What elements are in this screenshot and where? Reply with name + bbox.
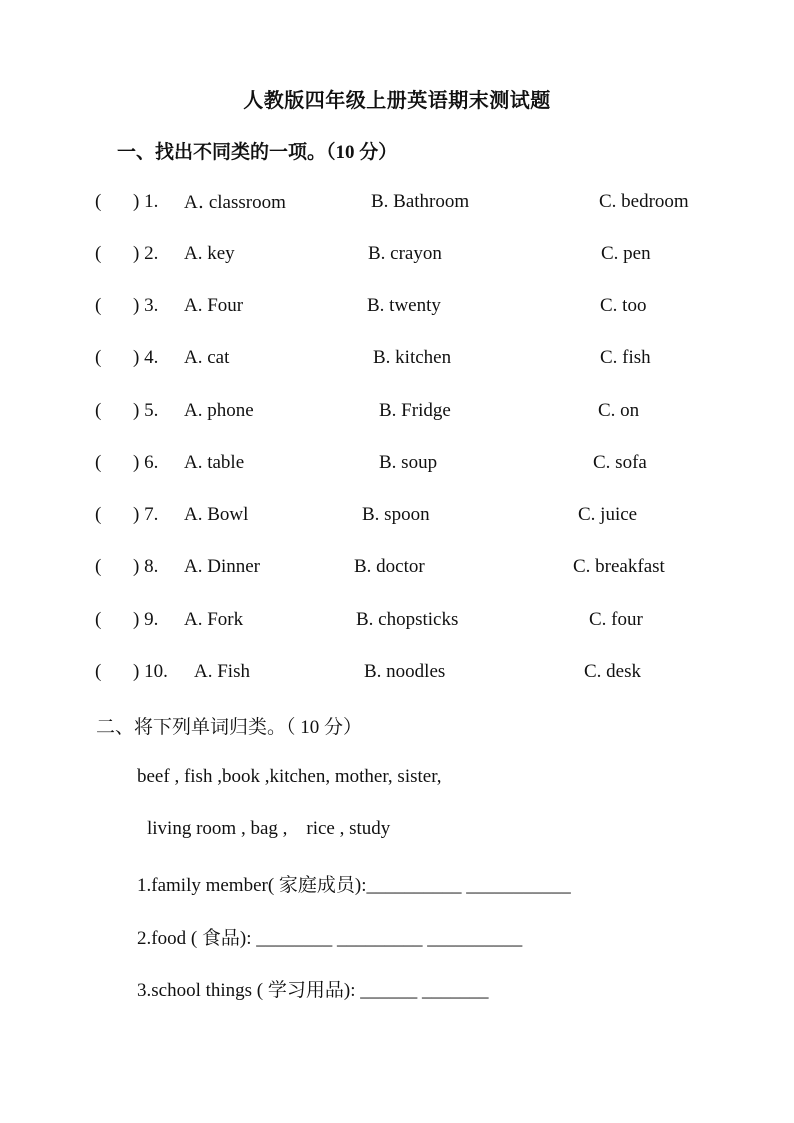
answer-paren-open[interactable]: (: [95, 243, 102, 264]
question-row: [0, 191, 794, 219]
option-b: B. Fridge: [379, 400, 451, 421]
answer-paren-open[interactable]: (: [95, 400, 102, 421]
option-a: A. Bowl: [184, 504, 249, 525]
question-row: [0, 452, 794, 480]
option-c: C. bedroom: [599, 191, 689, 212]
option-b: B. twenty: [367, 295, 441, 316]
option-a: A. Dinner: [184, 556, 260, 577]
question-number: ) 8.: [133, 556, 159, 577]
word-bank-line-1: beef , fish ,book ,kitchen, mother, sister,: [137, 766, 442, 787]
question-number: ) 10.: [133, 661, 168, 682]
question-number: ) 1.: [133, 191, 159, 212]
question-row: [0, 400, 794, 428]
question-number: ) 9.: [133, 609, 159, 630]
question-number: ) 2.: [133, 243, 159, 264]
word-bank-line-2: living room , bag , rice , study: [147, 818, 391, 839]
answer-paren-open[interactable]: (: [95, 347, 102, 368]
question-row: [0, 661, 794, 689]
section-2-heading: 二、将下列单词归类。（ 10 分）: [96, 717, 363, 738]
option-b: B. doctor: [354, 556, 425, 577]
option-a: A. Fork: [184, 609, 244, 630]
answer-paren-open[interactable]: (: [95, 191, 102, 212]
option-a: A. table: [184, 452, 245, 473]
question-number: ) 7.: [133, 504, 159, 525]
option-c: C. juice: [578, 504, 638, 525]
option-c: C. desk: [584, 661, 641, 682]
answer-paren-open[interactable]: (: [95, 609, 102, 630]
page-title: 人教版四年级上册英语期末测试题: [243, 90, 551, 112]
option-a: A. key: [184, 243, 235, 264]
question-row: [0, 347, 794, 375]
question-number: ) 6.: [133, 452, 159, 473]
section-1-heading: 一、找出不同类的一项。（10 分）: [117, 142, 398, 163]
category-food[interactable]: 2.food ( 食品): ________ _________ __________: [137, 928, 523, 949]
option-a: A. Four: [184, 295, 244, 316]
option-b: B. noodles: [364, 661, 446, 682]
option-b: B. crayon: [368, 243, 442, 264]
category-school-things[interactable]: 3.school things ( 学习用品): ______ _______: [137, 980, 489, 1001]
option-b: B. chopsticks: [356, 609, 459, 630]
question-number: ) 4.: [133, 347, 159, 368]
question-number: ) 5.: [133, 400, 159, 421]
option-b: B. Bathroom: [371, 191, 470, 212]
option-c: C. too: [600, 295, 647, 316]
answer-paren-open[interactable]: (: [95, 661, 102, 682]
question-row: [0, 609, 794, 637]
answer-paren-open[interactable]: (: [95, 295, 102, 316]
option-c: C. breakfast: [573, 556, 665, 577]
answer-paren-open[interactable]: (: [95, 452, 102, 473]
category-family-member[interactable]: 1.family member( 家庭成员):__________ ___________: [137, 875, 571, 896]
option-c: C. four: [589, 609, 643, 630]
option-c: C. fish: [600, 347, 651, 368]
option-b: B. kitchen: [373, 347, 452, 368]
option-c: C. on: [598, 400, 640, 421]
option-b: B. spoon: [362, 504, 430, 525]
answer-paren-open[interactable]: (: [95, 556, 102, 577]
question-row: [0, 243, 794, 271]
question-number: ) 3.: [133, 295, 159, 316]
option-a: A. Fish: [194, 661, 250, 682]
question-row: [0, 504, 794, 532]
option-a: A. cat: [184, 347, 230, 368]
answer-paren-open[interactable]: (: [95, 504, 102, 525]
option-a: A. phone: [184, 400, 254, 421]
option-a: A․ classroom: [184, 192, 286, 213]
option-c: C. pen: [601, 243, 651, 264]
option-b: B. soup: [379, 452, 438, 473]
question-row: [0, 295, 794, 323]
question-row: [0, 556, 794, 584]
option-c: C. sofa: [593, 452, 647, 473]
